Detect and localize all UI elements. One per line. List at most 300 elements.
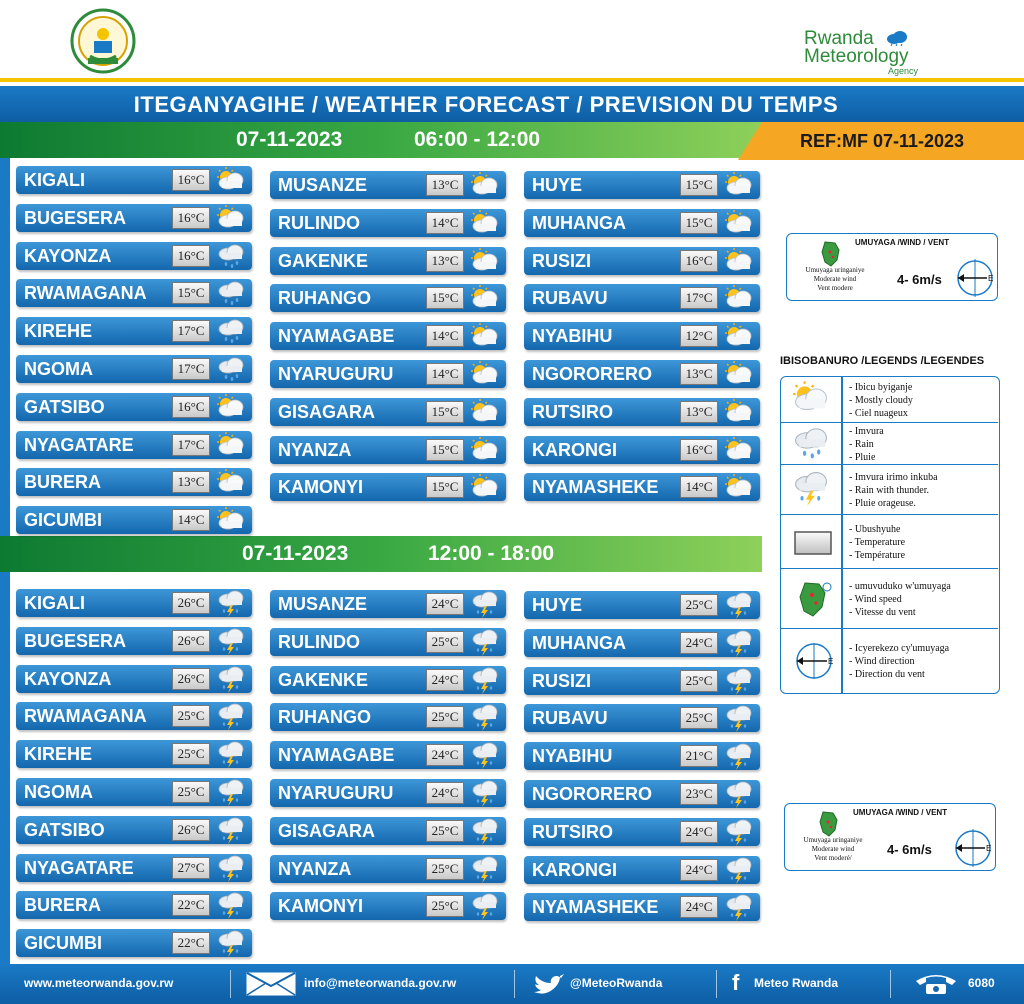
station-name: RUHANGO [278, 707, 371, 727]
legend-row [781, 629, 998, 693]
legend-line: - Vitesse du vent [849, 607, 916, 618]
station-temperature: 25°C [426, 631, 464, 653]
wind-desc-fr: Vent modere [817, 284, 853, 292]
sun-cloud-icon [468, 473, 502, 501]
sun-cloud-icon [468, 436, 502, 464]
wind-direction-label: E [988, 274, 994, 283]
station-name: NYAGATARE [24, 858, 134, 878]
legend-row [781, 377, 998, 423]
phone-icon [914, 973, 958, 995]
station-card [270, 590, 506, 618]
station-name: NGORORERO [532, 784, 653, 804]
station-temperature: 24°C [426, 782, 464, 804]
station-card [270, 892, 506, 920]
period1-date: 07-11-2023 [236, 128, 343, 151]
station-card [16, 702, 252, 730]
temperature-box-icon [789, 522, 839, 562]
sun-cloud-icon [468, 284, 502, 312]
station-temperature: 24°C [680, 632, 718, 654]
station-card [524, 893, 760, 921]
footer-divider [716, 970, 717, 998]
legend-line: - Temperature [849, 537, 906, 548]
station-temperature: 15°C [172, 282, 210, 304]
station-name: KARONGI [532, 860, 617, 880]
thunder-cloud-icon [214, 854, 248, 882]
station-temperature: 22°C [172, 932, 210, 954]
station-name: NYAMASHEKE [532, 897, 659, 917]
station-temperature: 15°C [426, 287, 464, 309]
station-card [270, 322, 506, 350]
thunder-cloud-icon [214, 816, 248, 844]
station-name: NYANZA [278, 440, 352, 460]
sun-cloud-icon [722, 436, 756, 464]
thunder-cloud-icon [468, 590, 502, 618]
station-name: RUSIZI [532, 251, 592, 271]
station-card [524, 209, 760, 237]
station-card [270, 436, 506, 464]
station-card [16, 431, 252, 459]
station-name: NGOMA [24, 359, 93, 379]
station-card [270, 360, 506, 388]
station-card [524, 247, 760, 275]
station-name: KIGALI [24, 170, 85, 190]
thunder-cloud-icon [214, 627, 248, 655]
station-card [270, 473, 506, 501]
station-name: BURERA [24, 895, 102, 915]
wind-title: UMUYAGA /WIND / VENT [853, 808, 948, 817]
station-card [270, 247, 506, 275]
rain-cloud-icon [214, 242, 248, 270]
station-name: NGOMA [24, 782, 93, 802]
station-temperature: 14°C [426, 212, 464, 234]
station-card [270, 666, 506, 694]
station-name: MUSANZE [278, 175, 367, 195]
station-card [270, 209, 506, 237]
station-card [16, 279, 252, 307]
sun-cloud-icon [722, 171, 756, 199]
station-name: KAYONZA [24, 669, 112, 689]
rain-cloud-icon [214, 317, 248, 345]
wind-speed: 4- 6m/s [887, 842, 932, 857]
station-temperature: 25°C [426, 820, 464, 842]
station-card [524, 629, 760, 657]
station-name: MUHANGA [532, 633, 626, 653]
station-temperature: 15°C [426, 476, 464, 498]
station-name: RULINDO [278, 632, 360, 652]
legend-line: - Wind direction [849, 656, 915, 667]
thunder-cloud-icon [214, 778, 248, 806]
station-card [16, 929, 252, 957]
thunder-cloud-icon [722, 818, 756, 846]
agency-name-line1: Rwanda [804, 28, 874, 49]
wind-info-period1 [786, 233, 998, 301]
station-name: HUYE [532, 175, 583, 195]
wind-desc-rw: Umuyaga uringaniye [805, 266, 865, 274]
station-temperature: 26°C [172, 592, 210, 614]
station-temperature: 16°C [172, 245, 210, 267]
thunder-cloud-icon [214, 589, 248, 617]
station-temperature: 15°C [680, 174, 718, 196]
sun-cloud-icon [722, 209, 756, 237]
rain-cloud-icon [214, 355, 248, 383]
station-card [16, 393, 252, 421]
station-temperature: 25°C [680, 594, 718, 616]
thunder-cloud-icon [214, 740, 248, 768]
thunder-cloud-icon [468, 741, 502, 769]
station-name: RUBAVU [532, 708, 608, 728]
station-card [270, 628, 506, 656]
sun-cloud-icon [722, 360, 756, 388]
legend-line: - Température [849, 550, 906, 561]
station-card [524, 856, 760, 884]
legend-text [849, 425, 884, 464]
legend-line: - Wind speed [849, 594, 902, 605]
sun-cloud-icon [789, 380, 839, 420]
station-name: BURERA [24, 472, 102, 492]
period2-time: 12:00 - 18:00 [428, 542, 555, 565]
station-name: GICUMBI [24, 510, 102, 530]
thunder-cloud-icon [468, 666, 502, 694]
station-card [270, 284, 506, 312]
svg-text:E: E [828, 657, 834, 666]
footer-website[interactable]: www.meteorwanda.gov.rw [24, 976, 174, 990]
page-footer [0, 964, 1024, 1004]
footer-divider [890, 970, 891, 998]
sun-cloud-icon [214, 431, 248, 459]
legend-title: IBISOBANURO /LEGENDS /LEGENDES [780, 355, 985, 367]
station-temperature: 16°C [680, 439, 718, 461]
station-temperature: 25°C [426, 706, 464, 728]
station-name: RUSIZI [532, 671, 592, 691]
thunder-cloud-icon [722, 893, 756, 921]
station-temperature: 24°C [680, 896, 718, 918]
sun-cloud-icon [214, 204, 248, 232]
station-card [16, 627, 252, 655]
station-name: BUGESERA [24, 631, 127, 651]
agency-logo [800, 28, 960, 78]
station-name: NYABIHU [532, 326, 613, 346]
legend-divider [841, 515, 843, 569]
legend-line: - Rain with thunder. [849, 485, 929, 496]
station-temperature: 13°C [680, 363, 718, 385]
sun-cloud-icon [468, 171, 502, 199]
period1-bar [0, 122, 762, 158]
station-temperature: 14°C [426, 363, 464, 385]
station-name: KAMONYI [278, 477, 363, 497]
station-card [270, 817, 506, 845]
station-name: NYABIHU [532, 746, 613, 766]
station-card [524, 704, 760, 732]
sun-cloud-icon [214, 166, 248, 194]
station-name: GISAGARA [278, 821, 376, 841]
legend-line: - Rain [849, 439, 874, 450]
station-card [270, 703, 506, 731]
page-header [0, 0, 1024, 82]
rain-cloud-icon [214, 279, 248, 307]
station-temperature: 25°C [172, 781, 210, 803]
station-name: NYARUGURU [278, 364, 394, 384]
thunder-cloud-icon [722, 704, 756, 732]
sun-cloud-icon [722, 473, 756, 501]
station-temperature: 15°C [426, 439, 464, 461]
station-card [16, 740, 252, 768]
station-temperature: 27°C [172, 857, 210, 879]
title-band [0, 86, 1024, 122]
thunder-cloud-icon [214, 891, 248, 919]
station-temperature: 21°C [680, 745, 718, 767]
legend-line: - Pluie orageuse. [849, 498, 916, 509]
station-temperature: 24°C [426, 744, 464, 766]
thunder-cloud-icon [468, 703, 502, 731]
legend-text [849, 580, 951, 619]
station-card [524, 818, 760, 846]
station-name: MUSANZE [278, 594, 367, 614]
wind-desc-fr: Vent moderé/ [814, 854, 852, 862]
footer-divider [514, 970, 515, 998]
station-card [16, 589, 252, 617]
station-name: RUHANGO [278, 288, 371, 308]
station-name: RUTSIRO [532, 402, 613, 422]
wind-info-period2 [784, 803, 996, 871]
period2-date: 07-11-2023 [242, 542, 349, 565]
station-temperature: 13°C [426, 174, 464, 196]
sun-cloud-icon [722, 247, 756, 275]
facebook-icon: f [732, 970, 740, 995]
reference-badge [762, 122, 1024, 160]
station-temperature: 25°C [680, 670, 718, 692]
station-name: HUYE [532, 595, 583, 615]
station-card [270, 855, 506, 883]
sun-cloud-icon [468, 360, 502, 388]
sun-cloud-icon [468, 398, 502, 426]
legend-line: - Ibicu byiganje [849, 382, 913, 393]
sun-cloud-icon [214, 393, 248, 421]
station-card [524, 360, 760, 388]
station-card [524, 398, 760, 426]
rain-cloud-icon [789, 425, 839, 465]
station-temperature: 23°C [680, 783, 718, 805]
sun-cloud-icon [468, 322, 502, 350]
station-temperature: 17°C [172, 358, 210, 380]
wind-map-icon [817, 810, 839, 838]
station-name: GICUMBI [24, 933, 102, 953]
thunder-cloud-icon [722, 629, 756, 657]
wind-desc-en: Moderate wind [811, 845, 855, 853]
station-temperature: 26°C [172, 630, 210, 652]
email-icon [246, 972, 296, 996]
wind-direction-label: E [986, 844, 992, 853]
station-name: KARONGI [532, 440, 617, 460]
national-seal-icon [70, 8, 136, 74]
station-card [16, 242, 252, 270]
station-temperature: 16°C [680, 250, 718, 272]
station-card [16, 317, 252, 345]
station-temperature: 13°C [172, 471, 210, 493]
station-card [16, 665, 252, 693]
sun-cloud-icon [468, 209, 502, 237]
station-temperature: 24°C [426, 593, 464, 615]
footer-phone[interactable]: 6080 [968, 976, 995, 990]
thunder-cloud-icon [722, 780, 756, 808]
station-card [270, 779, 506, 807]
thunder-cloud-icon [722, 856, 756, 884]
station-name: RUBAVU [532, 288, 608, 308]
station-name: NYANZA [278, 859, 352, 879]
station-temperature: 14°C [172, 509, 210, 531]
station-card [16, 816, 252, 844]
station-temperature: 13°C [680, 401, 718, 423]
legend-line: - umuvuduko w'umuyaga [849, 581, 951, 592]
agency-cloud-icon [886, 30, 908, 46]
legend-divider [841, 465, 843, 515]
thunder-cloud-icon [722, 591, 756, 619]
station-card [524, 284, 760, 312]
wind-description [793, 836, 873, 863]
station-temperature: 15°C [426, 401, 464, 423]
wind-map-icon [789, 579, 839, 619]
wind-map-icon [819, 240, 841, 268]
station-card [524, 473, 760, 501]
legend-row [781, 465, 998, 515]
station-temperature: 25°C [426, 895, 464, 917]
compass-icon [789, 641, 839, 681]
station-name: RUTSIRO [532, 822, 613, 842]
sun-cloud-icon [214, 506, 248, 534]
thunder-cloud-icon [468, 892, 502, 920]
station-name: MUHANGA [532, 213, 626, 233]
station-temperature: 26°C [172, 668, 210, 690]
footer-email[interactable]: info@meteorwanda.gov.rw [304, 976, 457, 990]
station-name: NGORORERO [532, 364, 653, 384]
sun-cloud-icon [722, 322, 756, 350]
station-card [524, 591, 760, 619]
station-name: NYAMASHEKE [532, 477, 659, 497]
legend-line: - Icyerekezo cy'umuyaga [849, 643, 950, 654]
station-name: GAKENKE [278, 670, 369, 690]
station-card [270, 741, 506, 769]
legend-line: - Ciel nuageux [849, 408, 908, 419]
station-name: KAYONZA [24, 246, 112, 266]
thunder-cloud-icon [722, 742, 756, 770]
station-card [16, 854, 252, 882]
legend-line: - Mostly cloudy [849, 395, 913, 406]
legend-box [780, 376, 1000, 694]
thunder-cloud-icon [214, 929, 248, 957]
footer-facebook[interactable]: Meteo Rwanda [754, 976, 839, 990]
station-temperature: 17°C [172, 434, 210, 456]
legend-row [781, 423, 998, 465]
legend-line: - Imvura [849, 426, 884, 437]
station-card [270, 171, 506, 199]
station-name: NYAGATARE [24, 435, 134, 455]
station-temperature: 15°C [680, 212, 718, 234]
station-temperature: 16°C [172, 169, 210, 191]
station-temperature: 16°C [172, 396, 210, 418]
sun-cloud-icon [214, 468, 248, 496]
station-temperature: 24°C [426, 669, 464, 691]
agency-name-line2: Meteorology [804, 46, 909, 67]
station-name: NYAMAGABE [278, 326, 395, 346]
station-temperature: 16°C [172, 207, 210, 229]
station-name: KIREHE [24, 744, 93, 764]
wind-desc-en: Moderate wind [813, 275, 857, 283]
station-card [524, 667, 760, 695]
sun-cloud-icon [722, 398, 756, 426]
legend-text [849, 642, 949, 681]
legend-divider [841, 629, 843, 693]
station-card [524, 742, 760, 770]
station-card [16, 506, 252, 534]
station-temperature: 12°C [680, 325, 718, 347]
station-temperature: 14°C [680, 476, 718, 498]
station-name: GATSIBO [24, 820, 105, 840]
station-temperature: 25°C [426, 858, 464, 880]
station-name: KAMONYI [278, 896, 363, 916]
station-card [524, 436, 760, 464]
station-temperature: 25°C [680, 707, 718, 729]
station-temperature: 17°C [680, 287, 718, 309]
station-name: KIGALI [24, 593, 85, 613]
station-card [524, 780, 760, 808]
station-temperature: 14°C [426, 325, 464, 347]
station-name: RWAMAGANA [24, 283, 147, 303]
station-temperature: 26°C [172, 819, 210, 841]
period2-bar [0, 536, 762, 572]
legend-text [849, 523, 905, 562]
thunder-cloud-icon [722, 667, 756, 695]
footer-divider [230, 970, 231, 998]
legend-line: - Pluie [849, 452, 876, 463]
legend-line: - Imvura irimo inkuba [849, 472, 938, 483]
station-card [16, 468, 252, 496]
station-name: RWAMAGANA [24, 706, 147, 726]
legend-row [781, 569, 998, 629]
wind-speed: 4- 6m/s [897, 272, 942, 287]
station-card [16, 891, 252, 919]
station-temperature: 17°C [172, 320, 210, 342]
station-name: NYAMAGABE [278, 745, 395, 765]
station-temperature: 25°C [172, 705, 210, 727]
sun-cloud-icon [722, 284, 756, 312]
wind-desc-rw: Umuyaga uringaniye [803, 836, 863, 844]
thunder-cloud-icon [468, 779, 502, 807]
legend-line: - Ubushyuhe [849, 524, 901, 535]
period1-time: 06:00 - 12:00 [414, 128, 541, 151]
legend-divider [841, 377, 843, 423]
legend-text [849, 471, 938, 510]
thunder-cloud-icon [789, 470, 839, 510]
station-name: GATSIBO [24, 397, 105, 417]
thunder-cloud-icon [468, 628, 502, 656]
thunder-cloud-icon [468, 817, 502, 845]
station-card [16, 166, 252, 194]
page-title: ITEGANYAGIHE / WEATHER FORECAST / PREVISION DU TEMPS [133, 92, 839, 117]
wind-title: UMUYAGA /WIND / VENT [855, 238, 950, 247]
station-temperature: 22°C [172, 894, 210, 916]
footer-twitter[interactable]: @MeteoRwanda [570, 976, 663, 990]
station-card [524, 171, 760, 199]
reference-text: REF:MF 07-11-2023 [800, 131, 965, 151]
station-name: KIREHE [24, 321, 93, 341]
compass-icon [955, 258, 995, 298]
legend-row [781, 515, 998, 569]
thunder-cloud-icon [468, 855, 502, 883]
station-card [524, 322, 760, 350]
wind-description [795, 266, 875, 293]
station-temperature: 24°C [680, 821, 718, 843]
thunder-cloud-icon [214, 702, 248, 730]
station-name: NYARUGURU [278, 783, 394, 803]
